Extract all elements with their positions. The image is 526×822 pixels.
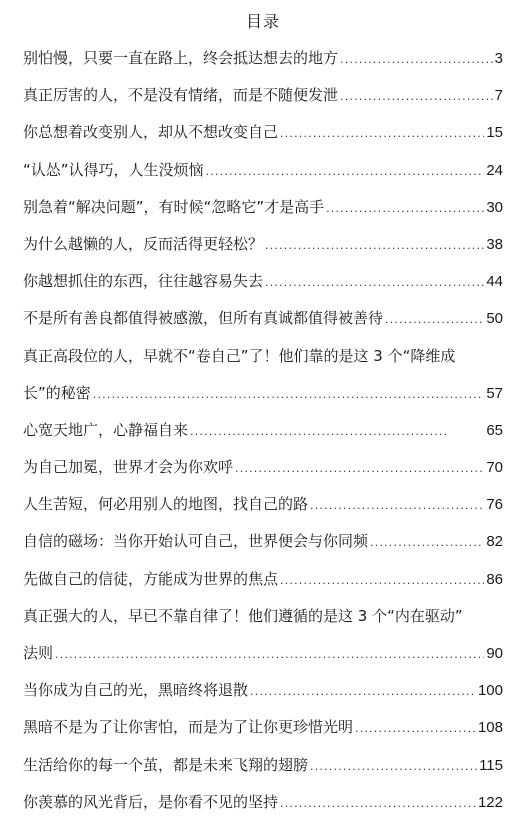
toc-entry-title: 真正高段位的人，早就不“卷自己”了！他们靠的是这 3 个“降维成 [23, 346, 456, 365]
dot-leader [340, 41, 493, 78]
dot-leader [310, 748, 477, 785]
toc-entry-page: 115 [479, 756, 503, 774]
toc-entry-page: 108 [477, 719, 503, 737]
toc-entry-page: 70 [486, 459, 503, 477]
toc-entry-title: 别怕慢，只要一直在路上，终会抵达想去的地方 [23, 49, 339, 67]
toc-entry-title: “认怂”认得巧，人生没烦恼 [23, 160, 204, 179]
toc-entry-page: 3 [494, 50, 503, 67]
toc-entry-page: 86 [486, 570, 503, 588]
toc-entry-page: 24 [486, 161, 503, 179]
toc-entry-page: 122 [477, 793, 503, 811]
toc-entry [23, 77, 503, 114]
toc-entry [23, 747, 503, 784]
toc-entry-page: 30 [486, 198, 503, 216]
toc-entry-page: 38 [486, 235, 503, 253]
toc-entry-page: 57 [486, 384, 503, 402]
dot-leader [370, 524, 484, 561]
toc-entry-line-1 [23, 338, 503, 375]
toc-entry-page: 44 [486, 273, 503, 291]
dot-leader [385, 301, 484, 338]
toc-entry-title: 你总想着改变别人，却从不想改变自己 [23, 123, 279, 142]
toc-entry-title: 心宽天地广，心静福自来 [23, 420, 189, 439]
toc-entry-page: 82 [486, 533, 503, 551]
toc-entry [23, 300, 503, 337]
toc-entry-title: 当你成为自己的光，黑暗终将退散 [23, 681, 249, 700]
toc-entry [23, 449, 503, 486]
dot-leader [280, 562, 484, 599]
toc-entry [23, 709, 503, 746]
toc-entry-title: 别急着“解决问题”，有时候“忽略它”才是高手 [23, 197, 325, 216]
toc-entry [23, 40, 503, 77]
dot-leader [206, 153, 485, 190]
toc-entry-title: 你羡慕的风光背后，是你看不见的坚持 [23, 792, 279, 811]
toc-entry-title: 真正厉害的人，不是没有情绪，而是不随便发泄 [23, 86, 339, 105]
toc-entry [23, 189, 503, 226]
toc-entry-page: 50 [486, 310, 503, 328]
dot-leader [326, 190, 484, 227]
dot-leader [280, 115, 484, 152]
toc-entry-title: 真正强大的人，早已不靠自律了！他们遵循的是这 3 个“内在驱动” [23, 606, 463, 625]
dot-leader [190, 413, 446, 450]
toc-entry [23, 486, 503, 523]
toc-entry-title: 自信的磁场：当你开始认可自己，世界便会与你同频 [23, 532, 369, 551]
toc-entry-title: 人生苦短，何必用别人的地图，找自己的路 [23, 495, 309, 514]
toc-entry-title: 先做自己的信徒，方能成为世界的焦点 [23, 569, 279, 588]
toc-entry [23, 784, 503, 821]
toc-entry-title: 为什么越懒的人，反而活得更轻松？ [23, 234, 264, 253]
toc-entry-title-continued: 长”的秘密 [23, 383, 91, 402]
toc-entry [23, 226, 503, 263]
dot-leader [280, 785, 476, 822]
toc-entry-line-2 [23, 635, 503, 672]
toc-entry [23, 561, 503, 598]
toc-entry [23, 114, 503, 151]
dot-leader [355, 710, 476, 747]
toc-entry-page: 90 [486, 645, 503, 662]
page-title: 目录 [245, 12, 280, 31]
toc-entry [23, 672, 503, 709]
toc-entry [23, 523, 503, 560]
dot-leader [340, 78, 493, 115]
dot-leader [265, 227, 484, 264]
toc-entry-line-1 [23, 598, 503, 635]
toc-entry-title: 为自己加冕，世界才会为你欢呼 [23, 458, 234, 477]
toc-entry-page: 7 [494, 87, 503, 105]
dot-leader [265, 264, 484, 301]
toc-entry [23, 412, 503, 449]
toc-entry-title-continued: 法则 [23, 644, 54, 662]
dot-leader [250, 673, 476, 710]
toc-entry [23, 263, 503, 300]
toc-entry-title: 你越想抓住的东西，往往越容易失去 [23, 272, 264, 291]
toc-entry-line-2 [23, 375, 503, 412]
dot-leader [235, 450, 484, 487]
toc-entry-page: 76 [486, 496, 503, 514]
toc-entry [23, 152, 503, 189]
toc-entry-page: 65 [486, 421, 503, 439]
toc-list [23, 40, 503, 821]
toc-entry-page: 100 [477, 682, 503, 700]
toc-entry-title: 生活给你的每一个茧，都是未来飞翔的翅膀 [23, 755, 309, 774]
dot-leader [93, 376, 485, 413]
dot-leader [55, 636, 484, 673]
toc-entry-title: 黑暗不是为了让你害怕，而是为了让你更珍惜光明 [23, 718, 354, 737]
toc-entry-page: 15 [486, 124, 503, 142]
dot-leader [310, 487, 484, 524]
toc-entry-title: 不是所有善良都值得被感激，但所有真诚都值得被善待 [23, 309, 384, 328]
